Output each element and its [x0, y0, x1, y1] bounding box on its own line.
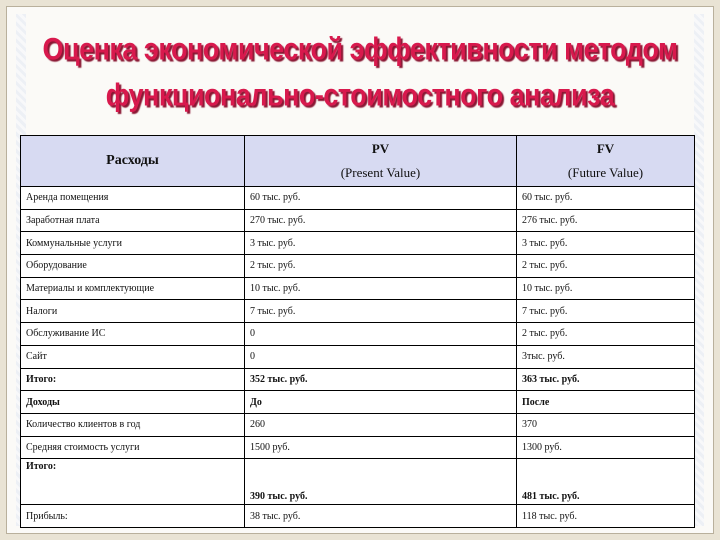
row-label: Сайт	[21, 345, 245, 368]
row-label: Итого:	[21, 459, 245, 505]
header-pv-main: PV	[371, 141, 390, 156]
row-label: Аренда помещения	[21, 187, 245, 210]
row-pv: 2 тыс. руб.	[245, 255, 517, 278]
row-pv: 0	[245, 323, 517, 346]
efficiency-table	[20, 135, 695, 528]
row-pv: 3 тыс. руб.	[245, 232, 517, 255]
table-row-total-expenses	[21, 368, 695, 391]
header-pv-sub: (Present Value)	[340, 165, 421, 180]
row-fv: 3тыс. руб.	[517, 345, 695, 368]
row-fv: 10 тыс. руб.	[517, 277, 695, 300]
row-label: Материалы и комплектующие	[21, 277, 245, 300]
table-header-row	[21, 136, 695, 187]
header-expenses: Расходы	[21, 136, 245, 187]
header-pv	[245, 136, 517, 187]
row-fv: 276 тыс. руб.	[517, 209, 695, 232]
row-label: Коммунальные услуги	[21, 232, 245, 255]
row-label: Заработная плата	[21, 209, 245, 232]
header-fv-sub: (Future Value)	[567, 165, 644, 180]
table-row-income-header	[21, 391, 695, 414]
table-row	[21, 209, 695, 232]
row-fv: 363 тыс. руб.	[517, 368, 695, 391]
row-label: Средняя стоимость услуги	[21, 436, 245, 459]
row-fv: 60 тыс. руб.	[517, 187, 695, 210]
row-fv: 1300 руб.	[517, 436, 695, 459]
row-pv: 270 тыс. руб.	[245, 209, 517, 232]
slide-title-line1: Оценка экономической эффективности методом	[42, 31, 678, 67]
row-label: Оборудование	[21, 255, 245, 278]
row-pv: 10 тыс. руб.	[245, 277, 517, 300]
row-label: Итого:	[21, 368, 245, 391]
table-row	[21, 323, 695, 346]
row-pv: 38 тыс. руб.	[245, 505, 517, 528]
table-row	[21, 300, 695, 323]
row-pv: 260	[245, 413, 517, 436]
row-pv: До	[245, 391, 517, 414]
slide-title-line2: функционально-стоимостного анализа	[105, 77, 615, 113]
row-fv: 7 тыс. руб.	[517, 300, 695, 323]
row-pv: 390 тыс. руб.	[245, 459, 517, 505]
row-label: Доходы	[21, 391, 245, 414]
row-fv: 3 тыс. руб.	[517, 232, 695, 255]
header-fv	[517, 136, 695, 187]
header-fv-main: FV	[596, 141, 615, 156]
row-label: Количество клиентов в год	[21, 413, 245, 436]
row-fv: 370	[517, 413, 695, 436]
table-row	[21, 187, 695, 210]
row-fv: 118 тыс. руб.	[517, 505, 695, 528]
table-row	[21, 232, 695, 255]
row-pv: 0	[245, 345, 517, 368]
table-row	[21, 413, 695, 436]
row-label: Налоги	[21, 300, 245, 323]
row-label: Прибыль:	[21, 505, 245, 528]
row-fv: 2 тыс. руб.	[517, 255, 695, 278]
table-row	[21, 277, 695, 300]
table-row	[21, 345, 695, 368]
row-fv: 2 тыс. руб.	[517, 323, 695, 346]
table-row	[21, 255, 695, 278]
row-pv: 352 тыс. руб.	[245, 368, 517, 391]
slide-title	[20, 26, 700, 118]
row-pv: 60 тыс. руб.	[245, 187, 517, 210]
table-row-profit	[21, 505, 695, 528]
row-label: Обслуживание ИС	[21, 323, 245, 346]
row-pv: 1500 руб.	[245, 436, 517, 459]
table-row-total-income	[21, 459, 695, 505]
table-row	[21, 436, 695, 459]
row-fv: 481 тыс. руб.	[517, 459, 695, 505]
row-fv: После	[517, 391, 695, 414]
row-pv: 7 тыс. руб.	[245, 300, 517, 323]
